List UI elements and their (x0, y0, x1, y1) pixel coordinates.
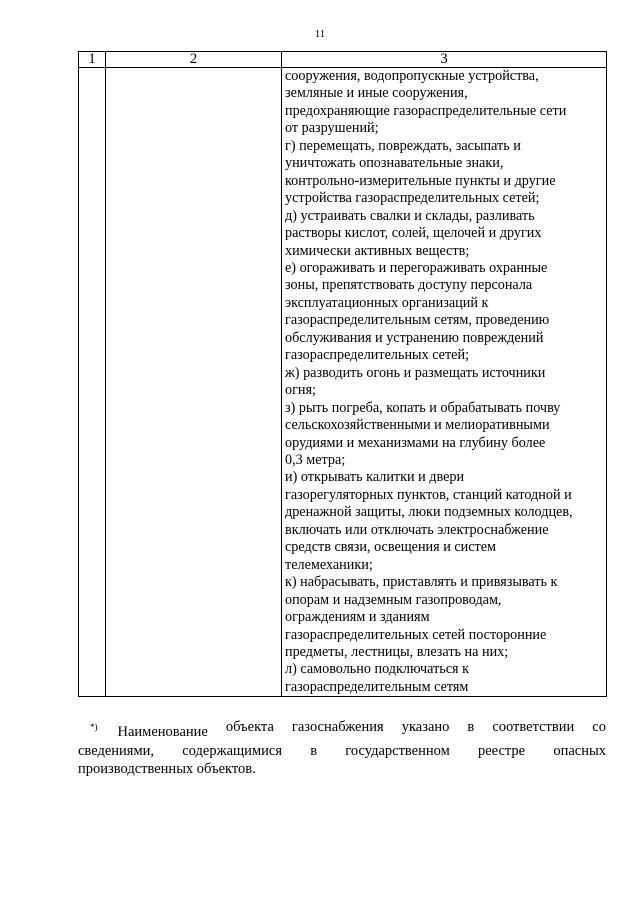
footnote-word: со (592, 719, 606, 735)
table-header-row (79, 52, 607, 68)
text-line: растворы кислот, солей, щелочей и других (285, 225, 542, 242)
text-line: газораспределительных сетей; (285, 347, 470, 364)
table-row (79, 68, 607, 697)
footnote-line-1 (78, 718, 606, 742)
footnote-word: указано (401, 719, 450, 735)
text-line: газораспределительным сетям, проведению (285, 312, 550, 329)
text-line: газораспределительным сетям (285, 678, 469, 695)
footnote-word: соответствии (492, 719, 575, 735)
footnote-text-end: производственных объектов. (78, 761, 256, 777)
text-line: к) набрасывать, приставлять и привязывать к (285, 574, 558, 591)
footnote-word: Наименование (117, 724, 208, 740)
text-line: средств связи, освещения и систем (285, 539, 497, 556)
footnote-word: сведениями, (78, 742, 155, 759)
table-cell-col3 (282, 68, 607, 697)
text-line: газораспределительных сетей посторонние (285, 626, 547, 643)
footnote-first-word (90, 718, 208, 742)
text-line: ограждениям и зданиям (285, 609, 430, 626)
restrictions-table (78, 51, 607, 697)
text-line: включать или отключать электроснабжение (285, 521, 549, 538)
text-line: дренажной защиты, люки подземных колодцев, (285, 504, 573, 521)
footnote-word: содержащимися (182, 742, 282, 759)
text-line: эксплуатационных организаций к (285, 294, 489, 311)
text-line: г) перемещать, повреждать, засыпать и (285, 137, 521, 154)
footnote-word: государственном (345, 742, 450, 759)
text-line: опорам и надземным газопроводам, (285, 591, 502, 608)
footnote-marker: *) (90, 722, 98, 732)
text-line: л) самовольно подключаться к (285, 661, 470, 678)
footnote-line-2 (78, 742, 606, 761)
text-line: устройства газораспределительных сетей; (285, 190, 540, 207)
text-line: огня; (285, 382, 316, 399)
column-header-1: 1 (79, 52, 106, 68)
footnote (78, 718, 606, 779)
text-line: зоны, препятствовать доступу персонала (285, 277, 533, 294)
footnote-word: газоснабжения (291, 719, 384, 735)
text-line: химически активных веществ; (285, 242, 470, 259)
text-line: обслуживания и устранению повреждений (285, 329, 544, 346)
column-header-2: 2 (106, 52, 282, 68)
text-line: и) открывать калитки и двери (285, 469, 465, 486)
footnote-word: объекта (225, 719, 274, 735)
text-line: орудиями и механизмами на глубину более (285, 434, 546, 451)
text-line: ж) разводить огонь и размещать источники (285, 364, 546, 381)
text-line: предметы, лестницы, влезать на них; (285, 643, 509, 660)
footnote-word: реестре (478, 742, 526, 759)
restrictions-text (282, 68, 606, 696)
text-line: 0,3 метра; (285, 451, 346, 468)
text-line: сельскохозяйственными и мелиоративными (285, 417, 550, 434)
text-line: от разрушений; (285, 120, 379, 137)
text-line: д) устраивать свалки и склады, разливать (285, 207, 535, 224)
text-line: земляные и иные сооружения, (285, 85, 468, 102)
footnote-word: опасных (553, 742, 606, 759)
text-line: предохраняющие газораспределительные сети (285, 102, 567, 119)
text-line: сооружения, водопропускные устройства, (285, 68, 539, 84)
text-line: телемеханики; (285, 556, 373, 573)
column-header-3: 3 (282, 52, 607, 68)
table-cell-col2 (106, 68, 282, 697)
footnote-word: в (467, 719, 475, 735)
page-number: 11 (314, 28, 326, 40)
footnote-word: в (310, 742, 318, 759)
text-line: е) огораживать и перегораживать охранные (285, 259, 548, 276)
text-line: газорегуляторных пунктов, станций катодной и (285, 486, 572, 503)
text-line: контрольно-измерительные пункты и другие (285, 172, 556, 189)
text-line: з) рыть погреба, копать и обрабатывать почву (285, 399, 561, 416)
text-line: уничтожать опознавательные знаки, (285, 155, 504, 172)
footnote-line-3 (78, 760, 606, 779)
table-cell-col1 (79, 68, 106, 697)
